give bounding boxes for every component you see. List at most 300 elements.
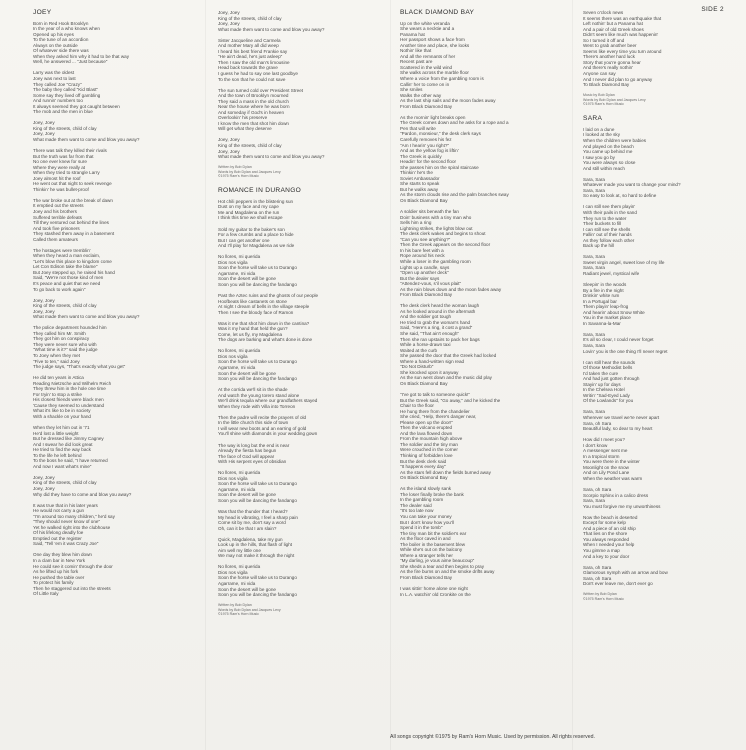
column-divider xyxy=(205,0,206,750)
lyric-line: Called them amateurs xyxy=(33,236,78,242)
lyric-line: You'll shine with diamonds in your wedding gown xyxy=(218,431,318,437)
lyric-line: They got him on conspiracy xyxy=(33,336,90,342)
lyric-line: In a clam bar in New York xyxy=(33,558,86,564)
lyric-line: Sara, oh Sara xyxy=(583,420,612,426)
lyric-stanza xyxy=(218,509,390,531)
lyric-line: In Savanna-la-Mar xyxy=(583,320,621,326)
lyric-line: Then he staggered out into the streets xyxy=(33,585,111,591)
lyric-line: No llores, mi querida xyxy=(218,254,261,260)
lyric-stanza xyxy=(33,503,205,547)
lyric-line: They said a mass in the old church xyxy=(218,98,289,104)
lyric-stanza xyxy=(33,198,205,242)
lyric-line: When I needed your help xyxy=(583,542,635,548)
lyric-line: Suffered terrible defeats xyxy=(33,214,82,220)
lyric-stanza xyxy=(400,486,572,580)
lyric-line: Then the Greek appears on the second floor xyxy=(400,242,491,248)
lyric-line: But he walks away xyxy=(400,186,439,192)
lyric-stanza xyxy=(400,303,572,386)
lyric-line: And a key to your door xyxy=(583,553,630,559)
lyric-stanza xyxy=(583,10,746,88)
lyric-line: Headin' for the second floor xyxy=(400,159,457,165)
lyric-line: It was true that in his later years xyxy=(33,502,98,508)
lyric-line: Words by Bob Dylan and Jacques Levy xyxy=(218,169,281,174)
lyric-line: I can still see the shells xyxy=(583,226,631,232)
lyric-line: Come sit by me, don't say a word xyxy=(218,520,286,526)
lyric-line: She knocked upon it anyway xyxy=(400,369,459,375)
lyric-line: He hung there from the chandelier xyxy=(400,408,470,414)
lyric-line: As the island slowly sank xyxy=(400,486,452,492)
lyric-line: So easy to look at, so hard to define xyxy=(583,193,657,199)
lyric-line: One day they blew him down xyxy=(33,552,92,558)
lyric-line: I can still hear the sounds xyxy=(583,359,636,365)
lyric-line: And I'll play for Magdalena as we ride xyxy=(218,243,295,249)
lyric-line: Where a hand-written sign read xyxy=(400,358,465,364)
lyric-line: In a tropical storm xyxy=(583,453,620,459)
lyric-line: I laid on a dune xyxy=(583,126,615,132)
lyric-line: And on Lily Pond Lane xyxy=(583,470,630,476)
lyric-line: But I don't know how you'll xyxy=(400,519,454,525)
lyric-line: They were never sure who with xyxy=(33,341,97,347)
lyric-line: Sara, Sara xyxy=(583,409,605,415)
lyric-line: How did I meet you? xyxy=(583,437,625,443)
song-title: SARA xyxy=(583,115,603,123)
lyric-line: I was sittin' home alone one night xyxy=(400,586,468,592)
lyric-line: They stashed them away in a basement xyxy=(33,231,115,237)
lyric-line: The desk clerk wakes and begins to shout xyxy=(400,231,486,237)
lyric-stanza xyxy=(218,443,390,465)
lyric-line: For a few crumbs and a place to hide xyxy=(218,232,294,238)
lyric-line: What made them want to come and blow you away? xyxy=(218,154,325,160)
lyric-line: Where a voice from the gambling room is xyxy=(400,76,484,82)
lyric-line: Agarrame, mi vida xyxy=(218,270,256,276)
lyric-line: Fallin' out of their hands xyxy=(583,232,632,238)
lyric-line: It always seemed they got caught between xyxy=(33,103,120,109)
lyric-line: The way is long but the end is near xyxy=(218,442,290,448)
lyric-stanza xyxy=(33,21,205,65)
lyric-line: When the children were babies xyxy=(583,137,647,143)
lyric-line: Quick, Magdalena, take my gun xyxy=(218,536,283,542)
lyric-line: Rope around his neck xyxy=(400,253,445,259)
lyric-line: Joey, Joey xyxy=(33,131,55,137)
lyric-stanza xyxy=(583,177,746,199)
lyric-line: Writin' "Sad-Eyed Lady xyxy=(583,392,630,398)
lyric-stanza xyxy=(33,248,205,292)
lyric-line: In the year of a who knows when xyxy=(33,26,100,32)
lyric-line: Joey, Joey xyxy=(33,486,55,492)
lyric-stanza xyxy=(33,148,205,192)
lyric-line: Waited at the curb xyxy=(400,347,438,353)
lyric-line: Doin' business with a tiny man who xyxy=(400,214,472,220)
lyric-line: I saw you go by xyxy=(583,154,615,160)
lyric-stanza xyxy=(400,209,572,298)
lyric-line: He could see it comin' through the door xyxy=(33,563,113,569)
lyric-line: From Black Diamond Bay xyxy=(400,103,453,109)
lyric-line: Sara, Sara xyxy=(583,187,605,193)
lyric-line: The sun turned cold over President Street xyxy=(218,87,304,93)
lyric-line: To Joey when they met xyxy=(33,353,80,359)
lyric-line: To the boss he said, "I have returned xyxy=(33,458,108,464)
lyric-line: Of the Lowlands" for you xyxy=(583,398,634,404)
lyric-line: Overlookin' his preserve xyxy=(218,115,268,121)
lyric-stanza xyxy=(583,409,746,431)
lyric-line: Went to grab another beer xyxy=(583,43,637,49)
lyric-line: Callin' her to come on in xyxy=(400,81,450,87)
lyric-line: Of whatever side there was xyxy=(33,48,89,54)
lyric-line: 'Cause they seemed to understand xyxy=(33,402,105,408)
lyric-line: And a piece of an old ship xyxy=(583,525,636,531)
lyric-line: Sleepin' in the woods xyxy=(583,282,627,287)
lyric-line: You can take your money xyxy=(400,513,452,519)
lyric-line: King of the streets, child of clay xyxy=(218,142,282,148)
lyric-line: I will wear new boots and an earring of gold xyxy=(218,425,307,431)
lyric-line: And still within reach xyxy=(583,165,625,171)
lyric-line: No llores, mi querida xyxy=(218,470,261,476)
lyric-line: As the storm clouds rise and the palm branches sway xyxy=(400,192,509,198)
lyric-line: The mob and the men in blue xyxy=(33,109,93,115)
lyric-line: And played on the beach xyxy=(583,143,634,149)
lyric-line: Sold my guitar to the baker's son xyxy=(218,226,285,232)
lyric-line: A soldier sits beneath the fan xyxy=(400,209,459,215)
lyric-line: He'd lost a little weight xyxy=(33,430,79,436)
lyric-line: Glamorous nymph with an arrow and bow xyxy=(583,570,668,576)
lyric-stanza xyxy=(583,282,746,326)
lyric-line: Story that you're gonna hear xyxy=(583,59,641,65)
lyric-line: You must forgive me my unworthiness xyxy=(583,503,661,509)
lyric-line: Larry was the oldest xyxy=(33,70,75,76)
lyric-line: Then the volcano erupted xyxy=(400,425,453,431)
lyric-line: Joey, Joey xyxy=(33,297,55,303)
lyric-line: Written by Bob Dylan xyxy=(583,592,617,597)
lyric-line: No one ever knew for sure xyxy=(33,159,87,165)
lyric-line: Didn't seem like much was happenin' xyxy=(583,32,659,38)
lyric-line: Soon the desert will be gone xyxy=(218,370,276,376)
lyric-stanza xyxy=(218,227,390,249)
lyric-line: Of those Methodist bells xyxy=(583,365,633,371)
lyric-line: To the life he left behind xyxy=(33,452,82,458)
lyric-line: King of the streets, child of clay xyxy=(218,15,282,21)
lyric-stanza xyxy=(400,115,572,204)
lyric-line: "Pardon, monsieur," the desk clerk says xyxy=(400,131,481,137)
lyric-line: But Joey stepped up, he raised his hand xyxy=(33,269,115,275)
lyric-line: Sara, Sara xyxy=(583,265,605,271)
song-title: JOEY xyxy=(33,9,52,16)
lyric-line: The judge says, "That's exactly what you get" xyxy=(33,364,126,370)
lyric-line: The tiny man bit the soldier's ear xyxy=(400,530,467,536)
lyric-line: Sara, Sara xyxy=(583,331,605,337)
lyric-line: And I swear he did look great xyxy=(33,441,93,447)
lyric-line: He did ten years in Attica xyxy=(33,375,84,381)
lyric-line: Her passport shows a face from xyxy=(400,37,465,43)
lyric-stanza xyxy=(33,325,205,369)
lyric-line: Thinkin' he's the xyxy=(400,170,433,176)
lyric-line: And took five prisoners xyxy=(33,225,80,231)
lyric-line: With a shackle on your hand xyxy=(33,414,91,419)
lyric-line: I think this time we shall escape xyxy=(218,215,283,221)
lyric-line: Then the padre will recite the prayers of old xyxy=(218,414,307,420)
lyric-line: And the town of Brooklyn mourned xyxy=(218,93,289,99)
lyric-line: Joey, Joey xyxy=(33,474,55,480)
lyric-stanza xyxy=(33,425,205,469)
lyric-line: They threw him in the hole one time xyxy=(33,386,106,392)
lyric-stanza xyxy=(218,415,390,437)
lyric-line: ©1975 Ram's Horn Music xyxy=(218,173,259,178)
lyric-line: Dios nos vigila xyxy=(218,353,248,359)
lyric-line: Stayin' up for days xyxy=(583,381,621,387)
lyric-line: When they asked him why it had to be that way xyxy=(33,53,130,59)
lyric-stanza xyxy=(218,470,390,503)
lyric-line: "Am I hearin' you right?" xyxy=(400,142,450,148)
lyric-line: As the last ship sails and the moon fades away xyxy=(400,98,496,104)
lyric-line: Radiant jewel, mystical wife xyxy=(583,270,640,276)
lyric-line: Was it my hand that held the gun? xyxy=(218,326,288,332)
lyric-stanza xyxy=(583,127,746,171)
lyric-line: She sheds a tear and then begins to pray xyxy=(400,563,485,569)
lyric-line: Sara, Sara xyxy=(583,176,605,182)
lyric-line: You in the market place xyxy=(583,315,631,321)
lyric-line: She starts to speak xyxy=(400,181,440,187)
lyric-line: Hoofbeats like castanets on stone xyxy=(218,298,287,304)
lyric-line: But the truth was far from that xyxy=(33,153,94,159)
lyric-line: Words by Bob Dylan and Jacques Levy xyxy=(583,97,646,102)
lyric-line: Soon you will be dancing the fandango xyxy=(218,497,297,503)
lyric-line: As they follow each other xyxy=(583,237,635,243)
lyric-line: Drinkin' white rum xyxy=(583,293,620,299)
lyric-line: Another time and place, she looks xyxy=(400,42,470,48)
lyric-line: So I turned it off and xyxy=(583,37,625,43)
lyric-line: To the son that he could not save xyxy=(218,76,286,82)
column-2 xyxy=(218,10,390,626)
lyric-line: "I've got to talk to someone quick!" xyxy=(400,392,471,397)
lyric-stanza xyxy=(583,437,746,481)
lyric-line: And someday if God's in heaven xyxy=(218,109,284,115)
lyric-line: Soon the desert will be gone xyxy=(218,276,276,282)
lyric-line: As the sun went down and the music did play xyxy=(400,375,492,381)
lyric-line: You always responded xyxy=(583,536,630,542)
lyric-line: Joey, Joey xyxy=(218,10,240,15)
song-credit xyxy=(218,603,390,616)
lyric-stanza xyxy=(218,321,390,343)
lyric-line: And watch the young torero stand alone xyxy=(218,392,300,398)
lyric-line: Me and Magdalena on the run xyxy=(218,209,280,215)
lyric-line: ©1975 Ram's Horn Music xyxy=(583,596,624,601)
lyric-line: Agarrame, mi vida xyxy=(218,486,256,492)
copyright-notice: All songs copyright ©1975 by Ram's Horn Music. Used by permission. All rights reserved. xyxy=(390,734,595,740)
lyric-line: Their buckets to fill xyxy=(583,221,622,227)
lyric-line: Beautiful lady, so dear to my heart xyxy=(583,426,653,432)
lyric-stanza xyxy=(583,565,746,587)
lyric-line: And there's really nothin' xyxy=(583,65,634,71)
lyric-line: Them playin' leap-frog xyxy=(583,304,629,310)
lyric-line: Back up the hill xyxy=(583,243,615,249)
lyric-line: "Can you see anything?" xyxy=(400,236,451,242)
lyric-line: Till they ventured out behind the lines xyxy=(33,220,109,226)
lyric-line: Except for some kelp xyxy=(583,520,626,526)
lyric-line: "Do Not Disturb" xyxy=(400,364,434,370)
lyric-line: I heard his best friend Frankie say xyxy=(218,48,288,54)
lyric-line: At night I dream of bells in the village steeple xyxy=(218,304,310,310)
lyric-line: In the Chelsea Hotel xyxy=(583,387,625,393)
lyric-line: I don't know xyxy=(583,442,608,448)
lyric-line: Already the fiesta has begun xyxy=(218,448,277,454)
lyric-line: Dust on my face and my cape xyxy=(218,204,279,210)
lyric-stanza xyxy=(218,254,390,287)
lyric-line: Written by Bob Dylan xyxy=(218,165,252,170)
lyric-line: Will get what they deserve xyxy=(218,126,272,132)
lyric-line: But the dealer says xyxy=(400,275,440,281)
lyric-line: Carefully removes his fez xyxy=(400,136,452,142)
lyric-line: Soon the horse will take us to Durango xyxy=(218,359,297,365)
lyric-stanza xyxy=(218,137,390,159)
lyric-line: What made them want to come and blow you away? xyxy=(33,314,140,320)
lyric-line: Joey almost hit the roof xyxy=(33,175,81,181)
lyric-line: King of the streets, child of clay xyxy=(33,480,97,486)
lyric-line: Dios nos vigila xyxy=(218,475,248,481)
side-label: SIDE 2 xyxy=(701,6,724,13)
lyric-line: And all the remnants of her xyxy=(400,53,456,59)
lyric-line: As the fire burns on and the smoke drifts away xyxy=(400,569,495,575)
lyric-line: To go back to work again" xyxy=(33,286,86,292)
column-divider xyxy=(572,0,573,750)
lyric-line: I'd taken the cure xyxy=(583,370,619,376)
lyric-line: Words by Bob Dylan and Jacques Levy xyxy=(218,607,281,612)
lyric-line: Left nothin' but a Panama hat xyxy=(583,21,643,27)
lyric-line: "I'm around too many children," he'd say xyxy=(33,513,115,519)
lyric-line: "My darling, je vous aime beaucoup" xyxy=(400,558,475,564)
lyric-line: It seems there was an earthquake that xyxy=(583,15,662,21)
lyric-line: Where a stranger tells her xyxy=(400,552,453,558)
lyric-line: Up on the white veranda xyxy=(400,20,450,26)
lyric-line: When they heard a man exclaim, xyxy=(33,253,101,259)
lyric-line: "What time is it?" said the judge xyxy=(33,347,98,353)
lyric-line: She passes him on the spiral staircase xyxy=(400,164,479,170)
lyric-line: Then I see the bloody face of Ramon xyxy=(218,309,294,315)
lyric-line: What made them want to come and blow you away? xyxy=(218,26,325,32)
lyric-line: Always on the outside xyxy=(33,42,78,48)
lyric-line: Moonlight on the snow xyxy=(583,464,629,470)
lyric-line: Said, "Tell 'em it was Crazy Joe" xyxy=(33,541,99,547)
lyric-line: A messenger sent me xyxy=(583,448,628,454)
column-1 xyxy=(33,10,205,602)
lyric-line: Chair to the floor xyxy=(400,403,434,409)
lyric-line: Anyone can say xyxy=(583,71,616,77)
lyric-line: Sara, Sara xyxy=(583,342,605,348)
lyric-stanza xyxy=(33,475,205,497)
lyric-line: Sweet virgin angel, sweet love of my life xyxy=(583,259,665,265)
lyric-line: Soon you will be dancing the fandango xyxy=(218,376,297,382)
lyric-line: "It happens every day" xyxy=(400,464,446,470)
lyric-line: Joey was next to last xyxy=(33,75,76,81)
lyric-stanza xyxy=(583,487,746,509)
lyric-line: The war broke out at the break of dawn xyxy=(33,197,113,203)
lyric-line: And a pair of old Greek shoes xyxy=(583,26,644,32)
lyric-line: As the floor caved in and xyxy=(400,536,451,542)
lyric-line: King of the streets, child of clay xyxy=(33,303,97,309)
lyric-line: She smiles xyxy=(400,87,423,93)
lyric-line: They called him Mr. Smith xyxy=(33,330,86,336)
lyric-line: Reading Nietzsche and Wilhelm Reich xyxy=(33,380,112,386)
lyric-line: On Black Diamond Bay xyxy=(400,198,448,203)
lyric-line: Yet he walked right into the clubhouse xyxy=(33,524,111,530)
lyric-line: Lights up a candle, says xyxy=(400,264,450,270)
lyric-line: With their pails in the sand xyxy=(583,209,637,215)
song-title: ROMANCE IN DURANGO xyxy=(218,187,302,195)
lyric-line: The Greek is quickly xyxy=(400,153,442,159)
lyric-line: "Attendez-vous, s'il vous plait" xyxy=(400,281,462,287)
lyric-line: The dealer said xyxy=(400,502,432,508)
lyric-stanza xyxy=(218,293,390,315)
lyric-line: Opened up his eyes xyxy=(33,31,74,37)
lyric-stanza xyxy=(218,38,390,82)
lyric-stanza xyxy=(218,88,390,132)
column-4 xyxy=(583,10,746,611)
lyric-line: When the weather was warm xyxy=(583,475,643,481)
lyric-line: Joey, Joey xyxy=(218,148,240,154)
lyric-line: Soon the horse will take us to Durango xyxy=(218,575,297,581)
lyric-line: They run to the water xyxy=(583,215,627,221)
lyric-line: On Black Diamond Bay xyxy=(400,380,448,386)
lyric-line: Soon you will be dancing the fandango xyxy=(218,592,297,598)
lyric-line: Of his lifelong deadly foe xyxy=(33,530,84,536)
lyric-line: Soon the desert will be gone xyxy=(218,492,276,498)
lyric-line: Then she ran upstairs to pack her bags xyxy=(400,336,480,342)
lyric-line: The loser finally broke the bank xyxy=(400,491,464,497)
lyric-line: Then I saw the old man's limousine xyxy=(218,59,290,65)
lyric-line: When they rode with Villa into Torreon xyxy=(218,403,296,409)
lyric-line: We may not make it through the night xyxy=(218,553,295,559)
lyric-line: There was talk they killed their rivals xyxy=(33,147,107,153)
lyric-line: But he dressed like Jimmy Cagney xyxy=(33,436,104,442)
song-credit xyxy=(583,592,746,601)
lyric-line: And as the yellow fog is liftin' xyxy=(400,148,459,154)
lyric-line: Panama hat xyxy=(400,31,425,37)
lyric-line: Head back towards the grave xyxy=(218,65,278,71)
lyric-line: Lovin' you is the one thing I'll never regret xyxy=(583,348,668,354)
lyric-line: Soon the horse will take us to Durango xyxy=(218,481,297,487)
lyric-stanza xyxy=(218,537,390,559)
lyric-line: When they tried to strangle Larry xyxy=(33,170,100,176)
lyric-stanza xyxy=(400,392,572,481)
lyric-stanza xyxy=(218,10,390,32)
lyric-stanza xyxy=(400,21,572,110)
lyric-line: I know the men that shot him down xyxy=(218,120,289,126)
lyric-line: From Black Diamond Bay xyxy=(400,575,453,580)
lyric-line: Pen that will write xyxy=(400,125,436,131)
lyric-line: Soviet Ambassador xyxy=(400,175,440,181)
lyric-line: "Open up another deck" xyxy=(400,270,449,276)
lyric-line: Said, "We're not those kind of men xyxy=(33,275,104,281)
lyric-line: The hostages were tremblin' xyxy=(33,247,91,253)
lyric-line: To protect his family xyxy=(33,580,74,586)
lyric-line: Walks the other way xyxy=(400,92,442,98)
lyric-stanza xyxy=(33,70,205,114)
lyric-line: No llores, mi querida xyxy=(218,564,261,570)
lyric-line: It's all so clear, I could never forget xyxy=(583,337,654,343)
lyric-line: She passed the door that the Greek had locked xyxy=(400,353,497,359)
lyric-line: Born in Red Hook Brooklyn xyxy=(33,20,89,26)
lyric-line: Soon you will be dancing the fandango xyxy=(218,281,297,287)
lyric-line: Scattered in the wild wind xyxy=(400,64,453,70)
lyric-line: There's another hard luck xyxy=(583,54,635,60)
lyric-line: He tried to grab the woman's hand xyxy=(400,319,471,325)
lyric-line: What it's like to be in society xyxy=(33,408,91,414)
lyric-line: And runnin' numbers too xyxy=(33,98,83,104)
lyric-line: You gimme a map xyxy=(583,547,620,553)
lyric-line: Joey, Joey xyxy=(218,21,240,27)
lyric-line: You came up behind me xyxy=(583,149,633,155)
lyric-line: That lies on the shore xyxy=(583,531,628,537)
lyric-line: You were always so close xyxy=(583,160,636,166)
lyric-line: And the soldier got tough xyxy=(400,314,452,320)
